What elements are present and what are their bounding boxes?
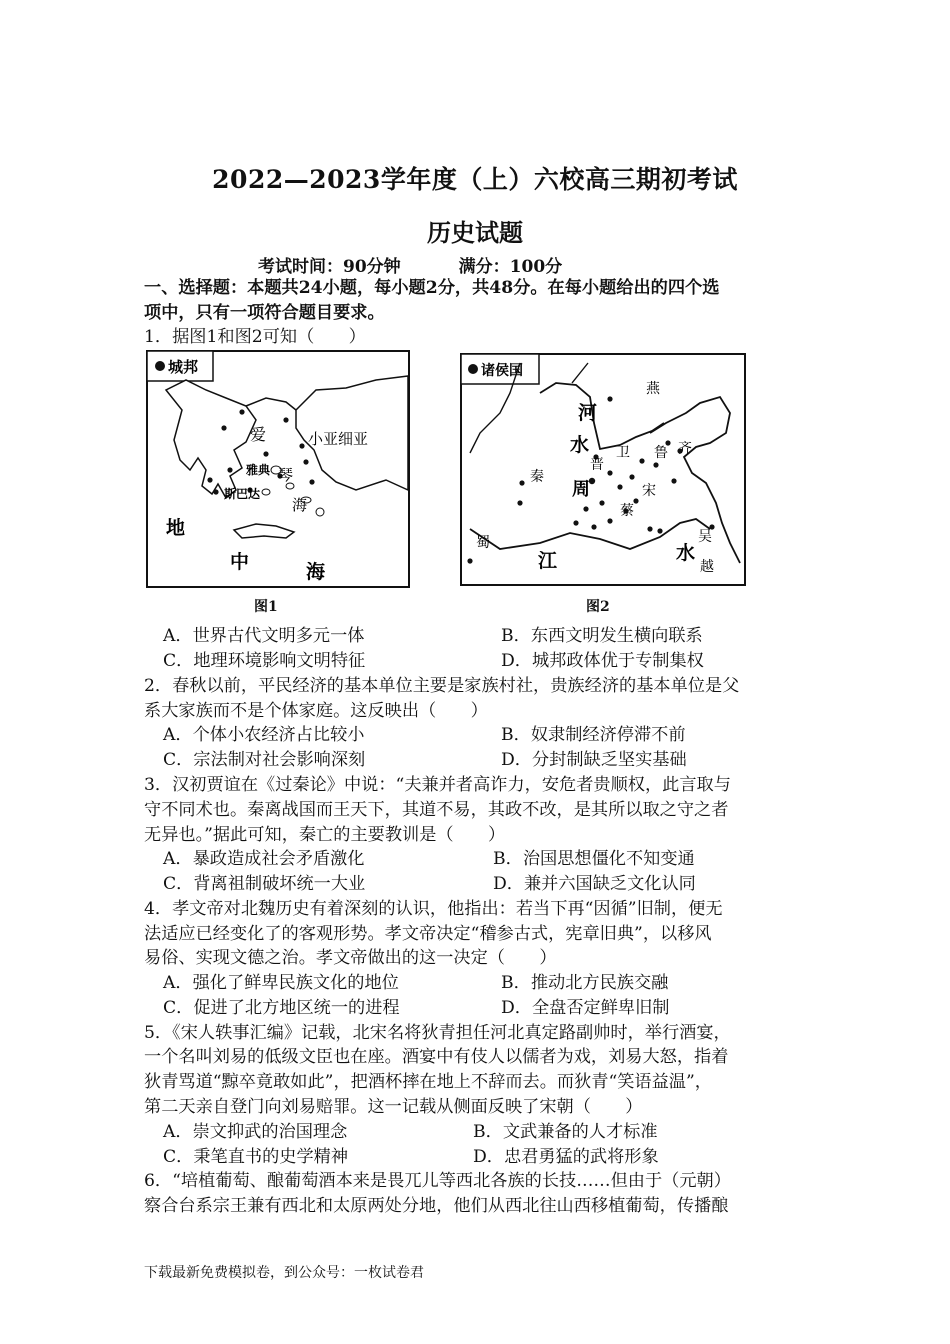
- city-dot: [263, 451, 268, 456]
- q5-option-d: D．忠君勇猛的武将形象: [473, 1147, 659, 1167]
- q4-stem-line1: 4．孝文帝对北魏历史有着深刻的认识，他指出：若当下再“因循”旧制，便无: [144, 899, 723, 919]
- q1-option-c: C．地理环境影响文明特征: [163, 651, 366, 671]
- state-dot: [629, 474, 634, 479]
- exam-title: 2022—2023学年度（上）六校高三期初考试: [212, 165, 738, 194]
- fig1-label-athens: 雅典: [246, 463, 271, 477]
- city-dot: [213, 489, 218, 494]
- fig1-label-ai: 爱: [250, 425, 267, 444]
- fig1-label-hai1: 海: [292, 496, 308, 514]
- fig1-label-di: 地: [166, 517, 186, 539]
- section-instruction-line1: 一、选择题：本题共24小题，每小题2分，共48分。在每小题给出的四个选: [144, 278, 720, 298]
- q2-stem-line2: 系大家族而不是个体家庭。这反映出（ ）: [144, 701, 488, 721]
- q4-stem-line2: 法适应已经变化了的客观形势。孝文帝决定“稽参古式，宪章旧典”，以移风: [144, 924, 712, 944]
- q6-stem-line1: 6．“培植葡萄、酿葡萄酒本来是畏兀儿等西北各族的长技……但由于（元朝）: [144, 1171, 731, 1191]
- q3-option-c: C．背离祖制破坏统一大业: [163, 874, 366, 894]
- q3-option-d: D．兼并六国缺乏文化认同: [493, 874, 696, 894]
- q3-stem-line3: 无异也。”据此可知，秦亡的主要教训是（ ）: [144, 825, 506, 845]
- q2-option-b: B．奴隶制经济停滞不前: [501, 725, 686, 745]
- q3-option-a: A．暴政造成社会矛盾激化: [163, 849, 365, 869]
- state-dot: [647, 526, 652, 531]
- q1-option-d: D．城邦政体优于专制集权: [501, 651, 704, 671]
- page-footer: 下载最新免费模拟卷，到公众号：一枚试卷君: [144, 1265, 424, 1281]
- city-dot: [309, 479, 314, 484]
- q5-option-c: C．秉笔直书的史学精神: [163, 1147, 349, 1167]
- q1-stem-line1: 1．据图1和图2可知（ ）: [144, 327, 366, 347]
- q2-option-d: D．分封制缺乏坚实基础: [501, 750, 687, 770]
- state-dot: [583, 506, 588, 511]
- q5-option-a: A．崇文抑武的治国理念: [163, 1122, 348, 1142]
- q4-option-c: C．促进了北方地区统一的进程: [163, 998, 400, 1018]
- q2-stem-line1: 2．春秋以前，平民经济的基本单位主要是家族村社，贵族经济的基本单位是父: [144, 676, 740, 696]
- state-dot: [607, 396, 612, 401]
- fig2-label-song: 宋: [642, 483, 656, 499]
- fig2-label-jin: 晋: [590, 457, 604, 473]
- state-dot: [467, 558, 472, 563]
- fig2-label-shui2: 水: [676, 542, 696, 564]
- fig2-label-shu: 蜀: [476, 535, 490, 551]
- figure1-legend-dot: [155, 361, 165, 371]
- q4-stem-line3: 易俗、实现文德之治。孝文帝做出的这一决定（ ）: [144, 948, 557, 968]
- fig1-label-sparta: 斯巴达: [224, 487, 261, 501]
- state-dot: [599, 500, 604, 505]
- fig1-label-qin: 琴: [278, 466, 294, 484]
- fig2-label-yan: 燕: [646, 381, 660, 397]
- state-dot: [653, 462, 658, 467]
- exam-info: [258, 252, 562, 277]
- city-dot: [299, 443, 304, 448]
- q2-option-a: A．个体小农经济占比较小: [163, 725, 365, 745]
- figure2-legend: 诸侯国: [481, 363, 523, 379]
- city-dot: [239, 409, 244, 414]
- q5-stem-line3: 狄青骂道“黥卒竟敢如此”，把酒杯摔在地上不辞而去。而狄青“笑语益温”，: [144, 1072, 712, 1092]
- q5-option-b: B．文武兼备的人才标准: [473, 1122, 658, 1142]
- q4-option-b: B．推动北方民族交融: [501, 973, 669, 993]
- q2-option-c: C．宗法制对社会影响深刻: [163, 750, 366, 770]
- figure2-map: [460, 353, 746, 588]
- state-dot: [573, 520, 578, 525]
- fig2-label-wu: 吴: [698, 529, 712, 545]
- full-score: 满分：100分: [458, 257, 563, 277]
- fig2-label-zhou: 周: [572, 479, 590, 500]
- section-instruction-line2: 项中，只有一项符合题目要求。: [144, 303, 385, 323]
- fig2-label-wei: 卫: [616, 445, 630, 461]
- state-dot: [639, 458, 644, 463]
- fig1-label-zhong: 中: [230, 551, 250, 573]
- state-dot: [671, 478, 676, 483]
- exam-subtitle: 历史试题: [427, 218, 523, 247]
- q3-stem-line2: 守不同术也。秦离战国而王天下，其道不易，其政不改，是其所以取之守之者: [144, 800, 729, 820]
- fig2-label-qi: 齐: [678, 441, 692, 457]
- fig1-label-hai2: 海: [306, 561, 326, 583]
- fig2-label-lu: 鲁: [654, 445, 668, 461]
- fig1-label-asia-minor: 小亚细亚: [308, 430, 369, 448]
- city-dot: [221, 425, 226, 430]
- figure1-legend: 城邦: [168, 358, 199, 376]
- state-dot: [657, 528, 662, 533]
- exam-time: 考试时间：90分钟: [258, 257, 401, 277]
- state-dot: [607, 470, 612, 475]
- q3-option-b: B．治国思想僵化不知变通: [493, 849, 695, 869]
- city-dot: [283, 417, 288, 422]
- state-dot: [519, 480, 524, 485]
- city-dot: [303, 459, 308, 464]
- state-dot: [617, 484, 622, 489]
- state-dot: [591, 524, 596, 529]
- figure1-caption: 图1: [254, 599, 278, 615]
- fig2-label-he: 河: [578, 402, 598, 424]
- figure2-legend-dot: [468, 364, 478, 374]
- city-dot: [227, 467, 232, 472]
- q5-stem-line1: 5．《宋人轶事汇编》记载，北宋名将狄青担任河北真定路副帅时，举行酒宴，: [144, 1023, 731, 1043]
- figure2-caption: 图2: [586, 599, 610, 615]
- q1-option-b: B．东西文明发生横向联系: [501, 626, 703, 646]
- q1-option-a: A．世界古代文明多元一体: [163, 626, 365, 646]
- q4-option-a: A．强化了鲜卑民族文化的地位: [163, 973, 399, 993]
- fig2-label-qin: 秦: [530, 469, 544, 485]
- city-dot: [207, 477, 212, 482]
- fig2-label-cai: 蔡: [620, 503, 634, 519]
- fig2-label-jiang: 江: [538, 550, 558, 572]
- q5-stem-line4: 第二天亲自登门向刘易赔罪。这一记载从侧面反映了宋朝（ ）: [144, 1097, 643, 1117]
- fig2-label-shui1: 水: [570, 434, 590, 456]
- q5-stem-line2: 一个名叫刘易的低级文臣也在座。酒宴中有伎人以儒者为戏，刘易大怒，指着: [144, 1047, 729, 1067]
- fig2-label-yue: 越: [700, 559, 714, 575]
- q3-stem-line1: 3．汉初贾谊在《过秦论》中说：“夫兼并者高诈力，安危者贵顺权，此言取与: [144, 775, 731, 795]
- q4-option-d: D．全盘否定鲜卑旧制: [501, 998, 670, 1018]
- state-dot: [607, 518, 612, 523]
- state-dot: [517, 500, 522, 505]
- state-dot: [633, 498, 638, 503]
- figure1-map: [146, 350, 410, 590]
- q6-stem-line2: 察合台系宗王兼有西北和太原两处分地，他们从西北往山西移植葡萄，传播酿: [144, 1196, 729, 1216]
